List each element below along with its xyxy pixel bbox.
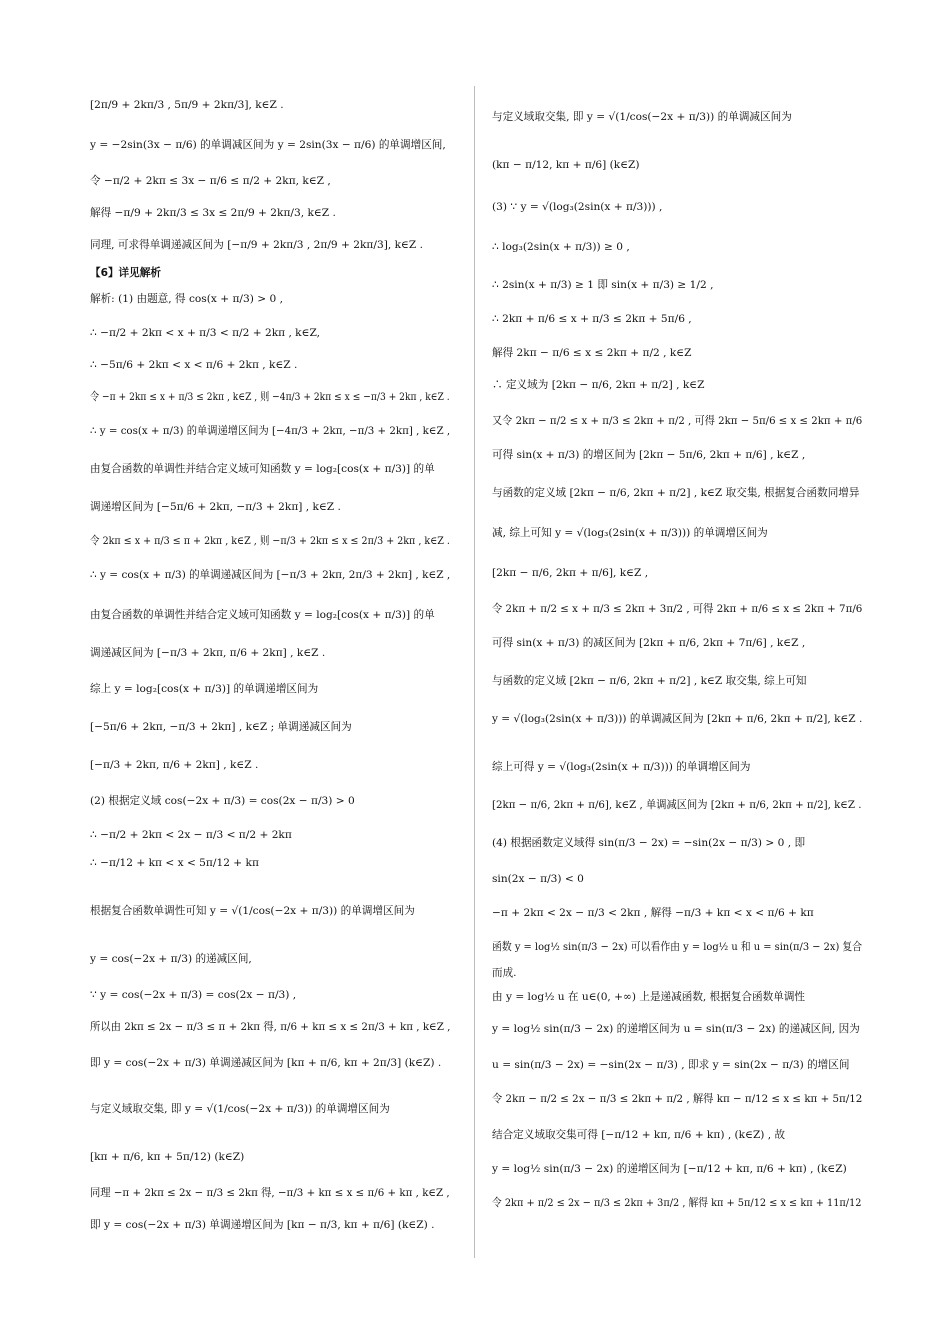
text-line: ∴ y = cos(x + π/3) 的单调递减区间为 [−π/3 + 2kπ, 2π/3 + 2kπ] , k∈Z , [90, 569, 451, 581]
text-line: 综上可得 y = √(log₃(2sin(x + π/3))) 的单调增区间为 [492, 761, 751, 773]
text-line: (4) 根据函数定义域得 sin(π/3 − 2x) = −sin(2x − π/3) > 0 , 即 [492, 837, 806, 849]
text-line: [kπ + π/6, kπ + 5π/12) (k∈Z) [90, 1151, 245, 1163]
text-line: y = √(log₃(2sin(x + π/3))) 的单调减区间为 [2kπ + π/6, 2kπ + π/2], k∈Z . [492, 713, 863, 725]
text-line: ∴ −π/2 + 2kπ < x + π/3 < π/2 + 2kπ , k∈Z, [90, 327, 320, 339]
text-line: 由复合函数的单调性并结合定义域可知函数 y = log₂[cos(x + π/3)] 的单 [90, 609, 435, 621]
text-line: [2kπ − π/6, 2kπ + π/6], k∈Z , [492, 567, 649, 579]
text-line: 而成. [492, 967, 517, 979]
text-line: 同理 −π + 2kπ ≤ 2x − π/3 ≤ 2kπ 得, −π/3 + kπ ≤ x ≤ π/6 + kπ , k∈Z , [90, 1187, 450, 1199]
text-line: 令 −π/2 + 2kπ ≤ 3x − π/6 ≤ π/2 + 2kπ, k∈Z , [90, 175, 331, 187]
text-line: 解析: (1) 由题意, 得 cos(x + π/3) > 0 , [90, 293, 283, 305]
text-line: 令 2kπ + π/2 ≤ 2x − π/3 ≤ 2kπ + 3π/2 , 解得 kπ + 5π/12 ≤ x ≤ kπ + 11π/12 [492, 1197, 862, 1209]
text-line: 与定义域取交集, 即 y = √(1/cos(−2x + π/3)) 的单调减区间为 [492, 111, 792, 123]
text-line: 即 y = cos(−2x + π/3) 单调递减区间为 [kπ + π/6, kπ + 2π/3] (k∈Z) . [90, 1057, 442, 1069]
text-line: (3) ∵ y = √(log₃(2sin(x + π/3))) , [492, 201, 663, 213]
text-line: sin(2x − π/3) < 0 [492, 873, 584, 885]
text-line: 又令 2kπ − π/2 ≤ x + π/3 ≤ 2kπ + π/2 , 可得 2kπ − 5π/6 ≤ x ≤ 2kπ + π/6 [492, 415, 863, 427]
text-line: 与定义域取交集, 即 y = √(1/cos(−2x + π/3)) 的单调增区间为 [90, 1103, 390, 1115]
text-line: 可得 sin(x + π/3) 的减区间为 [2kπ + π/6, 2kπ + 7π/6] , k∈Z , [492, 637, 806, 649]
text-line: y = log½ sin(π/3 − 2x) 的递增区间为 u = sin(π/3 − 2x) 的递减区间, 因为 [492, 1023, 860, 1035]
text-line: ∴ −5π/6 + 2kπ < x < π/6 + 2kπ , k∈Z . [90, 359, 298, 371]
column-divider [474, 86, 475, 1258]
text-line: y = log½ sin(π/3 − 2x) 的递增区间为 [−π/12 + kπ, π/6 + kπ) , (k∈Z) [492, 1163, 847, 1175]
text-line: 调递增区间为 [−5π/6 + 2kπ, −π/3 + 2kπ] , k∈Z . [90, 501, 341, 513]
text-line: ∴ 2kπ + π/6 ≤ x + π/3 ≤ 2kπ + 5π/6 , [492, 313, 692, 325]
text-line: 同理, 可求得单调递减区间为 [−π/9 + 2kπ/3 , 2π/9 + 2kπ/3], k∈Z . [90, 239, 423, 251]
text-line: u = sin(π/3 − 2x) = −sin(2x − π/3) , 即求 y = sin(2x − π/3) 的增区间 [492, 1059, 850, 1071]
section-heading: 【6】详见解析 [90, 267, 161, 279]
text-line: [−5π/6 + 2kπ, −π/3 + 2kπ] , k∈Z ; 单调递减区间为 [90, 721, 352, 733]
text-line: 由 y = log½ u 在 u∈(0, +∞) 上是递减函数, 根据复合函数单调性 [492, 991, 806, 1003]
text-line: 令 −π + 2kπ ≤ x + π/3 ≤ 2kπ , k∈Z , 则 −4π/3 + 2kπ ≤ x ≤ −π/3 + 2kπ , k∈Z . [90, 391, 450, 403]
text-line: 与函数的定义域 [2kπ − π/6, 2kπ + π/2] , k∈Z 取交集, 综上可知 [492, 675, 807, 687]
text-line: 结合定义域取交集可得 [−π/12 + kπ, π/6 + kπ) , (k∈Z) , 故 [492, 1129, 786, 1141]
text-line: ∴ 2sin(x + π/3) ≥ 1 即 sin(x + π/3) ≥ 1/2 , [492, 279, 714, 291]
text-line: 所以由 2kπ ≤ 2x − π/3 ≤ π + 2kπ 得, π/6 + kπ ≤ x ≤ 2π/3 + kπ , k∈Z , [90, 1021, 451, 1033]
text-line: 综上 y = log₂[cos(x + π/3)] 的单调递增区间为 [90, 683, 319, 695]
text-line: 减, 综上可知 y = √(log₃(2sin(x + π/3))) 的单调增区间为 [492, 527, 768, 539]
text-line: [2kπ − π/6, 2kπ + π/6], k∈Z , 单调减区间为 [2kπ + π/6, 2kπ + π/2], k∈Z . [492, 799, 862, 811]
text-line: −π + 2kπ < 2x − π/3 < 2kπ , 解得 −π/3 + kπ < x < π/6 + kπ [492, 907, 814, 919]
text-line: ∴ 定义域为 [2kπ − π/6, 2kπ + π/2] , k∈Z [492, 379, 705, 391]
text-line: ∴ −π/12 + kπ < x < 5π/12 + kπ [90, 857, 259, 869]
text-line: ∴ log₃(2sin(x + π/3)) ≥ 0 , [492, 241, 630, 253]
text-line: 即 y = cos(−2x + π/3) 单调递增区间为 [kπ − π/3, kπ + π/6] (k∈Z) . [90, 1219, 435, 1231]
text-line: 解得 2kπ − π/6 ≤ x ≤ 2kπ + π/2 , k∈Z [492, 347, 692, 359]
text-line: 令 2kπ ≤ x + π/3 ≤ π + 2kπ , k∈Z , 则 −π/3 + 2kπ ≤ x ≤ 2π/3 + 2kπ , k∈Z . [90, 535, 450, 547]
text-line: 函数 y = log½ sin(π/3 − 2x) 可以看作由 y = log½ u 和 u = sin(π/3 − 2x) 复合 [492, 941, 863, 953]
text-line: y = cos(−2x + π/3) 的递减区间, [90, 953, 252, 965]
text-line: [2π/9 + 2kπ/3 , 5π/9 + 2kπ/3], k∈Z . [90, 99, 284, 111]
text-line: [−π/3 + 2kπ, π/6 + 2kπ] , k∈Z . [90, 759, 259, 771]
text-line: 解得 −π/9 + 2kπ/3 ≤ 3x ≤ 2π/9 + 2kπ/3, k∈Z . [90, 207, 336, 219]
text-line: 与函数的定义域 [2kπ − π/6, 2kπ + π/2] , k∈Z 取交集, 根据复合函数同增异 [492, 487, 860, 499]
text-line: 调递减区间为 [−π/3 + 2kπ, π/6 + 2kπ] , k∈Z . [90, 647, 326, 659]
text-line: (kπ − π/12, kπ + π/6] (k∈Z) [492, 159, 640, 171]
text-line: 根据复合函数单调性可知 y = √(1/cos(−2x + π/3)) 的单调增区间为 [90, 905, 415, 917]
text-line: 令 2kπ + π/2 ≤ x + π/3 ≤ 2kπ + 3π/2 , 可得 2kπ + π/6 ≤ x ≤ 2kπ + 7π/6 [492, 603, 863, 615]
text-line: y = −2sin(3x − π/6) 的单调减区间为 y = 2sin(3x − π/6) 的单调增区间, [90, 139, 446, 151]
text-line: 令 2kπ − π/2 ≤ 2x − π/3 ≤ 2kπ + π/2 , 解得 kπ − π/12 ≤ x ≤ kπ + 5π/12 [492, 1093, 863, 1105]
text-line: 可得 sin(x + π/3) 的增区间为 [2kπ − 5π/6, 2kπ + π/6] , k∈Z , [492, 449, 806, 461]
text-line: ∵ y = cos(−2x + π/3) = cos(2x − π/3) , [90, 989, 297, 1001]
text-line: ∴ −π/2 + 2kπ < 2x − π/3 < π/2 + 2kπ [90, 829, 292, 841]
text-line: ∴ y = cos(x + π/3) 的单调递增区间为 [−4π/3 + 2kπ, −π/3 + 2kπ] , k∈Z , [90, 425, 451, 437]
text-line: (2) 根据定义域 cos(−2x + π/3) = cos(2x − π/3) > 0 [90, 795, 355, 807]
text-line: 由复合函数的单调性并结合定义域可知函数 y = log₂[cos(x + π/3)] 的单 [90, 463, 435, 475]
